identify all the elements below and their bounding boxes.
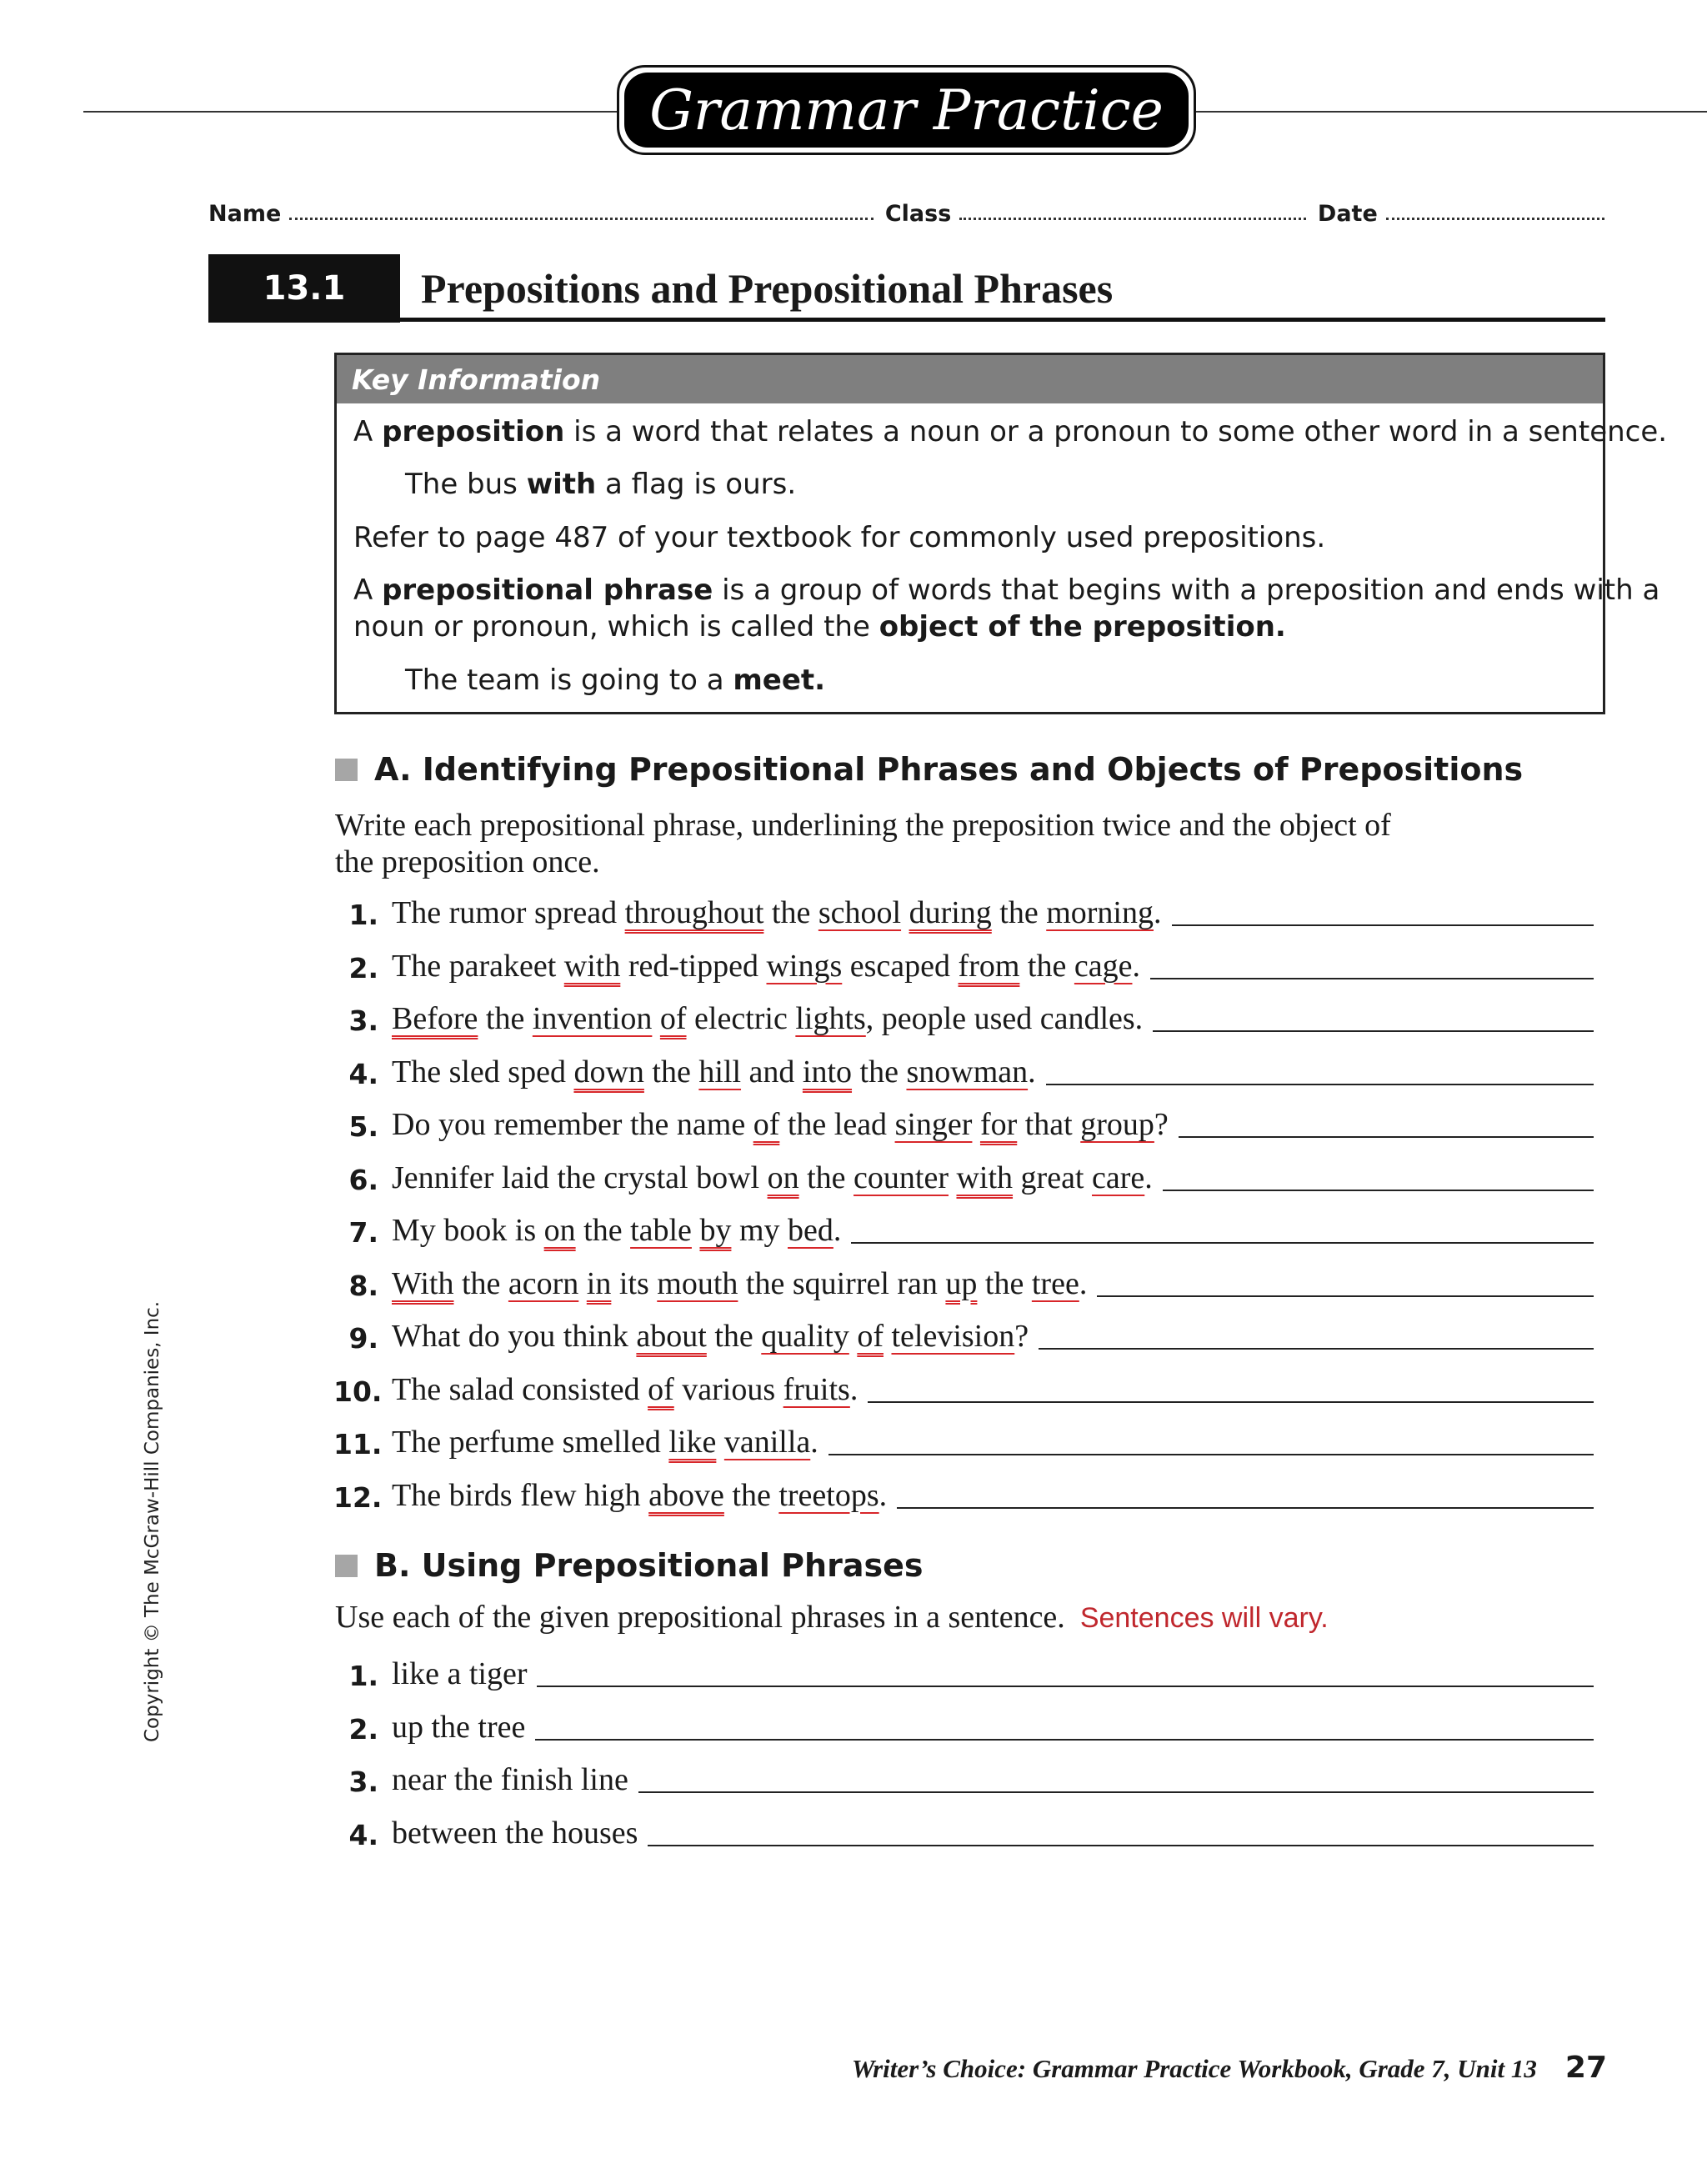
sentence-text: the (706, 1319, 762, 1354)
preposition-mark: of (857, 1319, 884, 1354)
given-phrase: up the tree (392, 1709, 526, 1745)
item-sentence (392, 1054, 1036, 1090)
part-a-heading: A. Identifying Prepositional Phrases and Objects of Prepositions (335, 749, 1523, 790)
preposition-mark: throughout (624, 895, 764, 930)
item-sentence (392, 1424, 818, 1460)
class-field[interactable] (959, 218, 1306, 220)
item-sentence (392, 1371, 858, 1408)
answer-line[interactable] (1163, 1190, 1594, 1191)
exercise-item (333, 1050, 1594, 1090)
answer-line[interactable] (537, 1686, 1594, 1687)
sentence-text: the squirrel ran (738, 1265, 946, 1301)
object-mark: mouth (657, 1265, 738, 1301)
key-info-line: Refer to page 487 of your textbook for commonly used prepositions. (353, 521, 1326, 554)
sentence-text: escaped (842, 948, 959, 984)
item-number: 2. (348, 1712, 378, 1746)
preposition-mark: for (979, 1107, 1018, 1142)
sentence-text: the (723, 1477, 779, 1513)
sentence-text (578, 1266, 587, 1301)
sentence-text: What do you think (392, 1319, 637, 1354)
sentence-text (652, 1001, 660, 1036)
object-mark: wings (766, 948, 843, 984)
item-number: 4. (348, 1057, 378, 1090)
object-mark: quality (761, 1319, 849, 1354)
sentence-text: the (798, 1160, 854, 1195)
preposition-mark: by (699, 1213, 732, 1248)
object-mark: lights (795, 1001, 866, 1036)
name-label: Name (208, 201, 282, 227)
preposition-mark: like (668, 1425, 717, 1460)
exercise-item (333, 944, 1594, 984)
object-mark: counter (854, 1160, 949, 1195)
page-footer (852, 2051, 1607, 2085)
sentence-text: The sled sped (392, 1054, 574, 1089)
preposition-mark: With (392, 1265, 454, 1301)
item-sentence (392, 1106, 1169, 1143)
item-number: 3. (348, 1766, 378, 1798)
item-sentence (392, 1160, 1153, 1196)
sentence-text: The perfume smelled (392, 1425, 669, 1460)
preposition-mark: in (586, 1265, 612, 1301)
item-number: 2. (348, 951, 378, 984)
exercise-item (333, 1758, 1594, 1798)
object-mark: bed (788, 1213, 833, 1248)
exercise-item (333, 1209, 1594, 1249)
sentence-text: the (1019, 948, 1074, 984)
sentence-text: . (879, 1477, 888, 1513)
item-number: 1. (348, 899, 378, 931)
preposition-mark: on (767, 1160, 799, 1195)
sentence-text (716, 1425, 724, 1460)
item-number: 5. (348, 1110, 378, 1143)
section-rule (208, 318, 1605, 322)
exercise-item (333, 1368, 1594, 1408)
preposition-mark: above (648, 1477, 724, 1513)
sentence-text: Do you remember the name (392, 1107, 753, 1142)
preposition-mark: Before (392, 1001, 478, 1036)
preposition-mark: down (573, 1054, 644, 1089)
part-b-heading: B. Using Prepositional Phrases (335, 1545, 923, 1586)
preposition-mark: with (956, 1160, 1014, 1195)
object-mark: cage (1074, 948, 1133, 984)
given-phrase: like a tiger (392, 1656, 528, 1691)
sentence-text: the (977, 1265, 1032, 1301)
sentence-text: my (731, 1213, 788, 1248)
sentence-text: the (453, 1265, 508, 1301)
sentence-text: The birds flew high (392, 1477, 649, 1513)
answer-line[interactable] (1150, 978, 1594, 979)
sentence-text: , people used candles. (865, 1001, 1144, 1036)
object-mark: group (1080, 1107, 1154, 1142)
sentence-text: electric (686, 1001, 796, 1036)
object-mark: morning (1046, 895, 1154, 930)
sentence-text (849, 1319, 858, 1354)
item-sentence (392, 1000, 1143, 1037)
preposition-mark: about (636, 1319, 707, 1354)
exercise-item (333, 1474, 1594, 1514)
object-mark: singer (894, 1107, 973, 1142)
square-bullet-icon (335, 759, 358, 781)
sentence-text: The parakeet (392, 948, 564, 984)
preposition-mark: up (945, 1265, 978, 1301)
title-banner (617, 65, 1196, 155)
sentence-text: ? (1014, 1319, 1029, 1354)
answer-note: Sentences will vary. (1079, 1602, 1329, 1634)
sentence-text: . (1144, 1160, 1153, 1195)
item-number: 12. (333, 1480, 383, 1514)
name-field[interactable] (289, 218, 874, 220)
preposition-mark: from (958, 948, 1020, 984)
preposition-mark: on (543, 1213, 576, 1248)
preposition-mark: of (659, 1001, 687, 1036)
sentence-text (972, 1107, 980, 1142)
answer-line[interactable] (1179, 1136, 1594, 1138)
item-sentence (392, 948, 1140, 984)
item-sentence (392, 1318, 1029, 1355)
part-a-instructions: Write each prepositional phrase, underlining the preposition twice and the object of the preposition once. (335, 808, 1391, 879)
sentence-text: . (1028, 1054, 1036, 1089)
object-mark: school (818, 895, 902, 930)
object-mark: snowman (906, 1054, 1029, 1089)
exercise-item (333, 997, 1594, 1037)
exercise-item (333, 1652, 1594, 1692)
object-mark: table (630, 1213, 692, 1248)
given-phrase: between the houses (392, 1815, 638, 1851)
answer-line[interactable] (648, 1845, 1594, 1846)
object-mark: invention (532, 1001, 653, 1036)
exercise-item (333, 1262, 1594, 1302)
footer-source: Writer’s Choice: Grammar Practice Workbook, Grade 7, Unit 13 (851, 2054, 1537, 2083)
item-sentence (392, 894, 1162, 931)
item-number: 4. (348, 1818, 378, 1851)
sentence-text: the lead (779, 1107, 895, 1142)
item-sentence (392, 1477, 887, 1514)
answer-line[interactable] (1039, 1348, 1594, 1350)
preposition-mark: of (648, 1371, 674, 1407)
answer-line[interactable] (638, 1791, 1594, 1793)
sentence-text: the (575, 1213, 631, 1248)
sentence-text: Jennifer laid the crystal bowl (392, 1160, 768, 1195)
answer-line[interactable] (1097, 1295, 1594, 1297)
object-mark: fruits (783, 1371, 850, 1407)
item-number: 10. (333, 1375, 383, 1408)
object-mark: tree (1031, 1265, 1079, 1301)
sentence-text: . (1079, 1265, 1088, 1301)
sentence-text: the (478, 1001, 533, 1036)
section-title: Prepositions and Prepositional Phrases (421, 265, 1114, 312)
exercise-item (333, 891, 1594, 931)
sentence-text: . (1154, 895, 1162, 930)
key-info-example: The team is going to a meet. (405, 664, 826, 697)
copyright-note: Copyright © The McGraw-Hill Companies, Inc. (142, 1300, 163, 1742)
sentence-text: the (852, 1054, 907, 1089)
key-info-line: noun or pronoun, which is called the object of the preposition. (353, 610, 1286, 644)
answer-line[interactable] (851, 1242, 1594, 1244)
sentence-text: the (643, 1054, 699, 1089)
item-number: 6. (348, 1163, 378, 1196)
preposition-mark: during (909, 895, 992, 930)
given-phrase: near the finish line (392, 1762, 628, 1797)
sentence-text (901, 895, 909, 930)
sentence-text: its (611, 1265, 658, 1301)
sentence-text: . (810, 1425, 818, 1460)
sentence-text: ? (1154, 1107, 1169, 1142)
preposition-mark: of (753, 1107, 780, 1142)
date-field[interactable] (1386, 218, 1604, 220)
object-mark: acorn (508, 1265, 579, 1301)
key-information-box (334, 353, 1668, 714)
sentence-text: and (741, 1054, 803, 1089)
item-number: 3. (348, 1004, 378, 1037)
sentence-text: . (1132, 948, 1140, 984)
part-b-instructions: Use each of the given prepositional phrases in a sentence. Sentences will vary. (335, 1600, 1329, 1635)
class-label: Class (884, 201, 952, 227)
item-number: 9. (348, 1322, 378, 1355)
sentence-text (692, 1213, 700, 1248)
exercise-item (333, 1156, 1594, 1196)
exercise-item (333, 1315, 1594, 1355)
object-mark: care (1092, 1160, 1145, 1195)
key-information-heading: Key Information (337, 355, 1603, 403)
key-info-line: A prepositional phrase is a group of words that begins with a preposition and ends with a (353, 574, 1660, 607)
sentence-text: red-tipped (620, 948, 767, 984)
sentence-text: The rumor spread (392, 895, 625, 930)
sentence-text: the (763, 895, 818, 930)
exercise-item (333, 1706, 1594, 1746)
key-info-example: The bus with a flag is ours. (405, 468, 797, 501)
square-bullet-icon (335, 1555, 358, 1577)
item-number: 11. (333, 1428, 383, 1460)
answer-line[interactable] (1172, 924, 1594, 926)
exercise-item (333, 1811, 1594, 1851)
preposition-mark: into (802, 1054, 853, 1089)
object-mark: vanilla (723, 1425, 811, 1460)
sentence-text: My book is (392, 1213, 544, 1248)
page-number: 27 (1564, 2051, 1607, 2085)
object-mark: hill (698, 1054, 742, 1089)
name-class-date-line (208, 193, 1604, 227)
sentence-text: the (991, 895, 1047, 930)
section-number: 13.1 (208, 254, 400, 323)
answer-line[interactable] (1046, 1084, 1594, 1085)
item-number: 1. (348, 1660, 378, 1692)
answer-line[interactable] (897, 1507, 1594, 1509)
sentence-text: that (1017, 1107, 1081, 1142)
preposition-mark: with (563, 948, 621, 984)
answer-line[interactable] (828, 1454, 1594, 1455)
answer-line[interactable] (535, 1739, 1594, 1741)
sentence-text: various (673, 1371, 783, 1407)
key-info-line: A preposition is a word that relates a noun or a pronoun to some other word in a sentence. (353, 415, 1668, 448)
sentence-text: . (849, 1371, 859, 1407)
date-label: Date (1317, 201, 1378, 227)
item-number: 7. (348, 1216, 378, 1249)
sentence-text: The salad consisted (392, 1371, 648, 1407)
sentence-text: great (1013, 1160, 1092, 1195)
banner-title: Grammar Practice (624, 73, 1189, 148)
item-number: 8. (348, 1269, 378, 1302)
object-mark: television (891, 1319, 1015, 1354)
sentence-text: . (833, 1213, 842, 1248)
item-sentence (392, 1265, 1087, 1302)
answer-line[interactable] (1153, 1030, 1594, 1032)
exercise-item (333, 1103, 1594, 1143)
item-sentence (392, 1212, 841, 1249)
exercise-item (333, 1420, 1594, 1460)
object-mark: treetops (778, 1477, 879, 1513)
answer-line[interactable] (868, 1401, 1594, 1403)
